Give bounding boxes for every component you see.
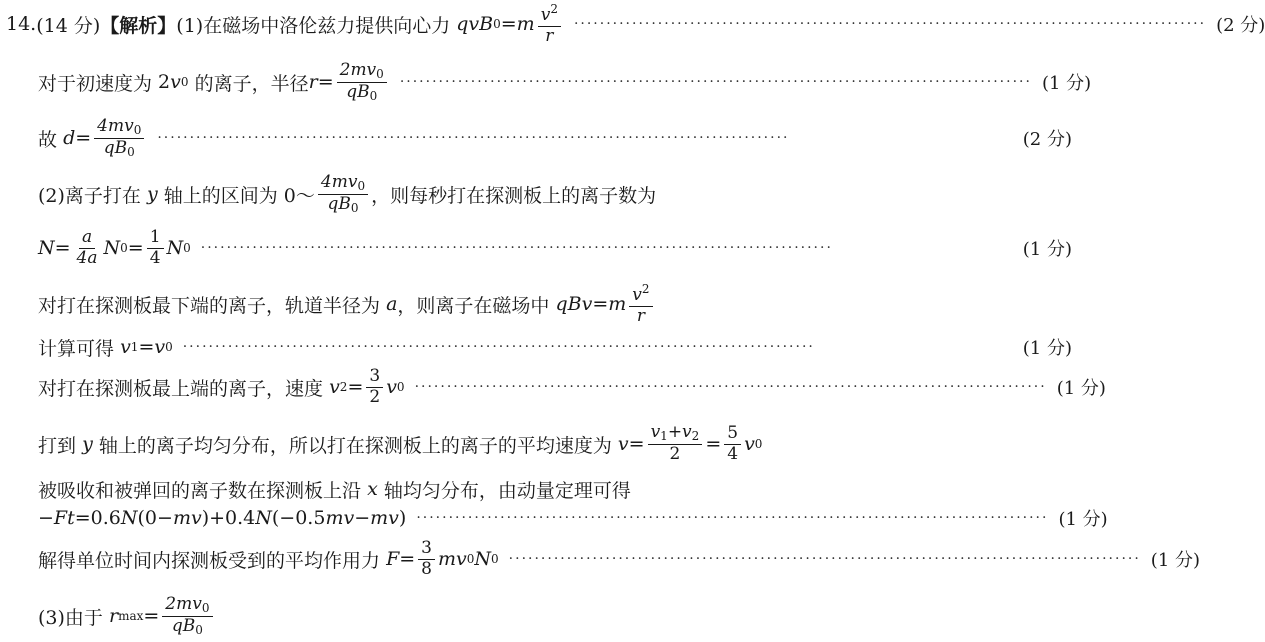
var-y: y bbox=[146, 183, 158, 205]
line-8-text: 对打在探测板最上端的离子，速度 bbox=[38, 377, 324, 400]
formula-v1: v 1 = v 0 bbox=[120, 336, 173, 358]
leader-dots: ·································································································· bbox=[416, 510, 1049, 526]
line-2-text: 对于初速度为 bbox=[38, 72, 153, 95]
line-12-text: 解得单位时间内探测板受到的平均作用力 bbox=[38, 549, 381, 572]
line-12 bbox=[38, 536, 1201, 582]
score-11: (1 分) bbox=[1058, 509, 1108, 530]
formula-lorentz: qvB 0 = m $\frac{v^2}{r}$ bbox=[450, 3, 564, 46]
line-9-mid: 轴上的离子均匀分布，所以打在探测板上的离子的平均速度为 bbox=[98, 434, 612, 457]
line-2-mid: 的离子，半径 bbox=[194, 72, 309, 95]
formula-N: N = $\frac{a}{4a}$ N 0 = $\frac{1}{4}$ N 0 bbox=[38, 226, 191, 268]
formula-range: 0～ $\frac{4mv_0}{qB_0}$ bbox=[278, 174, 371, 214]
formula-rmax: r max = $\frac{2mv_0}{qB_0}$ bbox=[103, 596, 216, 636]
line-8 bbox=[38, 364, 1106, 410]
leader-dots: ·································································································· bbox=[399, 74, 1032, 90]
line-4-text: (2)离子打在 bbox=[38, 184, 141, 207]
line-13-text: (3)由于 bbox=[38, 606, 103, 629]
leader-dots: ·································································································· bbox=[200, 240, 833, 256]
line-5 bbox=[38, 224, 1072, 272]
line-4 bbox=[38, 170, 1072, 218]
line-4-end: ，则每秒打在探测板上的离子数为 bbox=[371, 184, 657, 207]
line-10 bbox=[38, 474, 1072, 504]
line-3-text: 故 bbox=[38, 128, 58, 151]
line-10-text: 被吸收和被弹回的离子数在探测板上沿 bbox=[38, 479, 362, 502]
formula-qBv: qBv = m $\frac{v^2}{r}$ bbox=[549, 283, 655, 326]
var-a: a bbox=[386, 293, 398, 315]
line-3 bbox=[38, 114, 1072, 162]
score-5: (1 分) bbox=[1022, 239, 1072, 260]
analysis-label: 【解析】 bbox=[100, 14, 177, 37]
line-7 bbox=[38, 332, 1072, 362]
var-x: x bbox=[367, 478, 378, 500]
line-4-mid: 轴上的区间为 bbox=[163, 184, 278, 207]
line-1 bbox=[6, 1, 1265, 46]
formula-v2: v 2 = $\frac{3}{2}$ v 0 bbox=[329, 365, 405, 407]
line-13 bbox=[38, 592, 1072, 640]
line-1-text: (1)在磁场中洛伦兹力提供向心力 bbox=[176, 14, 451, 37]
formula-radius: r = $\frac{2mv_0}{qB_0}$ bbox=[309, 62, 390, 102]
var-y: y bbox=[82, 433, 93, 455]
leader-dots: ·································································································· bbox=[157, 130, 790, 146]
leader-dots: ·································································································· bbox=[508, 551, 1141, 567]
line-10-mid: 轴均匀分布，由动量定理可得 bbox=[383, 479, 631, 502]
score-7: (1 分) bbox=[1022, 338, 1072, 359]
leader-dots: ·································································································· bbox=[573, 16, 1207, 32]
formula-2v0: 2 v 0 bbox=[152, 71, 189, 93]
score-3: (2 分) bbox=[1022, 129, 1072, 150]
question-number: 14. bbox=[6, 13, 37, 35]
line-6-mid: ，则离子在磁场中 bbox=[397, 294, 550, 317]
score-8: (1 分) bbox=[1056, 378, 1106, 399]
formula-avg-v: v = $\frac{v_1+v_2}{2}$ = $\frac{5}{4}$ v 0 bbox=[617, 422, 763, 464]
leader-dots: ·································································································· bbox=[414, 379, 1047, 395]
line-6 bbox=[38, 280, 1072, 328]
leader-dots: ·································································································· bbox=[182, 339, 815, 355]
line-2 bbox=[38, 58, 1092, 106]
question-points: (14 分) bbox=[36, 14, 101, 37]
score-2: (1 分) bbox=[1041, 73, 1092, 94]
line-9-text: 打到 bbox=[38, 434, 77, 457]
line-6-text: 对打在探测板最下端的离子，轨道半径为 bbox=[38, 294, 381, 317]
line-11 bbox=[38, 504, 1108, 532]
score-1: (2 分) bbox=[1216, 15, 1265, 36]
line-9 bbox=[38, 420, 1072, 468]
formula-F: F = $\frac{3}{8}$ mv 0 N 0 bbox=[386, 537, 499, 579]
score-12: (1 分) bbox=[1150, 550, 1201, 571]
line-7-text: 计算可得 bbox=[38, 337, 115, 360]
formula-momentum: − Ft =0.6 N (0− mv )+0.4 N (−0.5 mv − mv ) bbox=[38, 507, 407, 529]
formula-d: d = $\frac{4mv_0}{qB_0}$ bbox=[57, 118, 147, 158]
